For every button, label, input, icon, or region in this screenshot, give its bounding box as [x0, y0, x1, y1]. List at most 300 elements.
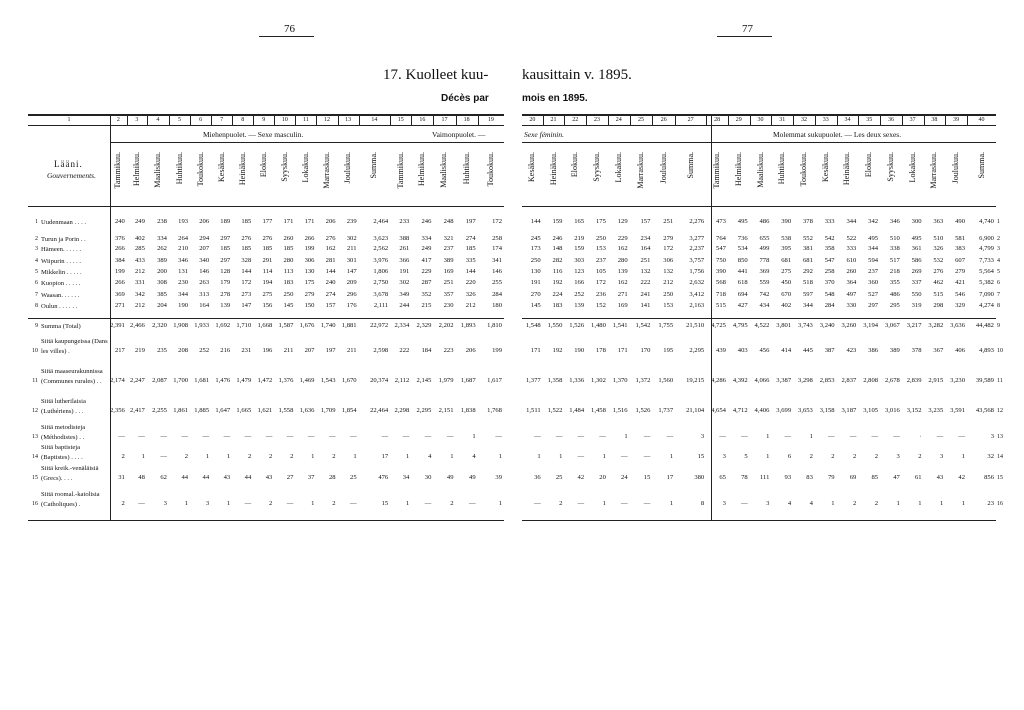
- row-number: 11: [997, 378, 1003, 384]
- table-cell: 211: [346, 347, 357, 354]
- col-number: 22: [572, 117, 579, 123]
- table-cell: 83: [806, 474, 813, 481]
- table-cell: 486: [889, 291, 900, 298]
- table-cell: 1,476: [215, 377, 231, 384]
- table-cell: 116: [552, 268, 563, 275]
- table-cell: 6: [787, 453, 792, 460]
- table-cell: 250: [530, 257, 541, 264]
- table-cell: 319: [911, 302, 922, 309]
- table-cell: 1: [405, 453, 410, 460]
- table-cell: 1: [537, 453, 541, 460]
- table-cell: 139: [220, 302, 231, 309]
- table-cell: 44,482: [975, 322, 994, 329]
- table-cell: —: [849, 433, 857, 440]
- table-cell: 1: [141, 453, 145, 460]
- table-cell: 3,743: [798, 322, 813, 329]
- col-number: 14: [371, 117, 378, 123]
- table-cell: 358: [824, 245, 835, 252]
- month-header: Lokakuu.: [613, 152, 623, 183]
- subtitle-left: Décès par: [441, 93, 489, 104]
- table-cell: 220: [465, 279, 476, 286]
- row-number: 2: [997, 236, 1000, 242]
- table-cell: 249: [421, 245, 432, 252]
- table-cell: 4,286: [711, 377, 726, 384]
- column-divider: [608, 114, 609, 126]
- table-cell: 17: [666, 474, 674, 481]
- month-header: Tammikuu.: [113, 152, 123, 189]
- table-cell: 3,235: [928, 407, 944, 414]
- table-cell: 1: [831, 500, 835, 507]
- table-cell: 48: [138, 474, 145, 481]
- col-number: 23: [594, 117, 601, 123]
- table-cell: 542: [824, 235, 835, 242]
- table-cell: 3,016: [884, 407, 900, 414]
- table-cell: 199: [114, 268, 125, 275]
- table-cell: 139: [574, 302, 585, 309]
- table-cell: —: [223, 433, 231, 440]
- table-cell: 1,550: [547, 322, 563, 329]
- title-left: 17. Kuolleet kuu-: [383, 67, 489, 83]
- table-cell: 296: [346, 291, 357, 298]
- table-cell: 344: [868, 245, 879, 252]
- table-cell: 1,768: [487, 407, 502, 414]
- table-cell: 3: [939, 453, 944, 460]
- table-cell: 346: [889, 218, 900, 225]
- column-divider: [750, 114, 751, 126]
- month-header: Maaliskuu.: [152, 152, 162, 188]
- table-cell: 200: [157, 268, 167, 275]
- stub-header: Lääni.: [54, 159, 83, 169]
- table-cell: 269: [911, 268, 922, 275]
- column-divider: [771, 114, 772, 126]
- col-number: 25: [638, 117, 644, 123]
- table-cell: 342: [134, 291, 145, 298]
- col-number: 15: [397, 117, 404, 123]
- table-cell: 193: [178, 218, 189, 225]
- table-cell: 586: [911, 257, 922, 264]
- table-cell: 1,692: [215, 322, 231, 329]
- table-cell: 2,915: [928, 377, 944, 384]
- table-cell: 294: [199, 235, 210, 242]
- table-cell: 148: [552, 245, 563, 252]
- table-cell: 252: [574, 291, 585, 298]
- table-cell: 2,295: [416, 407, 432, 414]
- table-cell: 2,678: [884, 377, 900, 384]
- table-cell: 439: [716, 347, 726, 354]
- row-number: 11: [32, 378, 38, 384]
- group-header-men: Miehenpuolet. — Sexe masculin.: [203, 130, 304, 139]
- table-cell: 207: [304, 347, 315, 354]
- table-cell: 25: [555, 474, 563, 481]
- table-cell: 3,412: [689, 291, 705, 298]
- group-header-women-cont: Sexe féminin.: [524, 130, 564, 139]
- right-group-rule: [522, 142, 996, 143]
- table-cell: 157: [325, 302, 336, 309]
- table-cell: 1,522: [547, 407, 563, 414]
- table-cell: 274: [325, 291, 336, 298]
- table-cell: 2: [874, 500, 879, 507]
- table-cell: 291: [262, 257, 273, 264]
- table-cell: 3,387: [776, 377, 792, 384]
- table-cell: 5,382: [979, 279, 994, 286]
- table-cell: —: [160, 453, 167, 460]
- table-cell: 4: [472, 453, 476, 460]
- table-cell: —: [643, 453, 651, 460]
- table-cell: 2,391: [110, 322, 125, 329]
- table-cell: 216: [220, 347, 231, 354]
- table-cell: 17: [381, 453, 389, 460]
- table-cell: 170: [640, 347, 651, 354]
- table-cell: 246: [552, 235, 563, 242]
- table-cell: 47: [893, 474, 900, 481]
- table-cell: 31: [118, 474, 125, 481]
- row-number: 1: [35, 219, 38, 225]
- row-label: Wiipurin . . . . .: [41, 258, 82, 265]
- table-cell: 165: [574, 218, 585, 225]
- table-cell: —: [265, 433, 273, 440]
- table-cell: 1,885: [194, 407, 210, 414]
- table-cell: 389: [443, 257, 454, 264]
- table-cell: 850: [737, 257, 748, 264]
- table-cell: 473: [716, 218, 726, 225]
- table-cell: 338: [889, 245, 900, 252]
- table-cell: 2,145: [416, 377, 432, 384]
- table-cell: 229: [421, 268, 432, 275]
- table-cell: 2,087: [152, 377, 167, 384]
- table-cell: 159: [552, 218, 563, 225]
- column-divider: [190, 114, 191, 126]
- table-cell: 522: [846, 235, 857, 242]
- table-cell: 2,237: [689, 245, 705, 252]
- table-cell: 4,740: [979, 218, 994, 225]
- table-cell: 321: [443, 235, 454, 242]
- table-cell: 123: [574, 268, 585, 275]
- row-number: 13: [32, 434, 38, 440]
- table-cell: 515: [933, 291, 944, 298]
- table-cell: 28: [328, 474, 336, 481]
- table-cell: 427: [737, 302, 748, 309]
- table-cell: —: [328, 433, 336, 440]
- month-header: Summa.: [976, 152, 986, 179]
- col-number: 36: [887, 117, 894, 123]
- table-cell: 344: [178, 291, 189, 298]
- month-header: Marraskuu.: [322, 152, 332, 189]
- table-cell: 276: [933, 268, 944, 275]
- table-cell: —: [286, 500, 294, 507]
- table-cell: 383: [955, 245, 965, 252]
- table-cell: 180: [492, 302, 502, 309]
- table-cell: 4,654: [711, 407, 726, 414]
- column-divider: [253, 114, 254, 126]
- column-divider: [127, 114, 128, 126]
- table-cell: 445: [802, 347, 813, 354]
- row-number: 1: [997, 219, 1000, 225]
- table-cell: 2,174: [110, 377, 125, 384]
- table-cell: 3,678: [373, 291, 389, 298]
- month-header: Elokuu.: [864, 152, 874, 178]
- page-number-right-rule: [717, 36, 772, 37]
- column-divider: [338, 114, 339, 126]
- table-cell: 93: [784, 474, 792, 481]
- table-cell: 2: [831, 453, 835, 460]
- row-number: 6: [35, 280, 38, 286]
- table-cell: 39: [495, 474, 502, 481]
- table-cell: 141: [640, 302, 651, 309]
- table-cell: 610: [846, 257, 857, 264]
- table-cell: 191: [530, 279, 541, 286]
- column-divider: [945, 114, 946, 126]
- table-cell: 262: [157, 245, 167, 252]
- table-cell: 177: [262, 218, 273, 225]
- table-cell: 3,067: [884, 322, 900, 329]
- title-right: kausittain v. 1895.: [522, 67, 632, 83]
- table-cell: 378: [802, 218, 813, 225]
- table-cell: 490: [955, 218, 965, 225]
- table-cell: 515: [716, 302, 726, 309]
- row-number: 2: [35, 236, 38, 242]
- table-cell: —: [577, 453, 585, 460]
- table-cell: 548: [824, 291, 835, 298]
- table-cell: 212: [134, 268, 145, 275]
- table-cell: 219: [574, 235, 585, 242]
- table-cell: 1: [602, 453, 606, 460]
- table-cell: 326: [465, 291, 476, 298]
- table-cell: —: [350, 500, 357, 507]
- col-number: 9: [262, 117, 266, 123]
- table-cell: 3: [990, 433, 994, 440]
- table-cell: 1: [624, 433, 628, 440]
- table-cell: 185: [241, 245, 252, 252]
- col-number: 13: [345, 117, 352, 123]
- table-cell: 2: [450, 500, 454, 507]
- table-cell: 159: [574, 245, 585, 252]
- table-cell: 209: [346, 279, 357, 286]
- table-cell: 337: [911, 279, 922, 286]
- col-number: 40: [978, 117, 985, 123]
- column-divider: [837, 114, 838, 126]
- table-cell: 387: [824, 347, 835, 354]
- table-cell: 1,881: [341, 322, 357, 329]
- table-cell: 44: [202, 474, 210, 481]
- table-cell: 245: [530, 235, 541, 242]
- table-cell: 4: [809, 500, 813, 507]
- table-cell: —: [138, 500, 145, 507]
- table-cell: 284: [824, 302, 835, 309]
- right-table-bottom-rule: [522, 520, 996, 521]
- table-cell: 224: [552, 291, 563, 298]
- table-cell: 406: [955, 347, 965, 354]
- month-header: Summa.: [685, 152, 695, 179]
- table-cell: 2,202: [438, 322, 454, 329]
- table-cell: 1: [918, 500, 922, 507]
- table-cell: 37: [307, 474, 315, 481]
- table-cell: 385: [157, 291, 167, 298]
- table-cell: 147: [241, 302, 252, 309]
- table-cell: 417: [421, 257, 432, 264]
- table-cell: 43,568: [975, 407, 994, 414]
- table-cell: 2,112: [394, 377, 410, 384]
- table-cell: 43: [265, 474, 273, 481]
- row-label: Mikkelin . . . . .: [41, 269, 82, 276]
- table-cell: 364: [846, 279, 857, 286]
- row-number: 9: [997, 323, 1000, 329]
- table-cell: 3,105: [863, 407, 879, 414]
- table-cell: 381: [802, 245, 813, 252]
- table-cell: —: [402, 433, 410, 440]
- column-divider: [706, 114, 707, 126]
- table-cell: 174: [492, 245, 502, 252]
- row-number: 10: [32, 348, 38, 354]
- table-cell: 402: [134, 235, 145, 242]
- row-number: 8: [997, 303, 1000, 309]
- table-cell: ·: [919, 433, 922, 440]
- table-cell: —: [424, 500, 432, 507]
- col-number: 29: [735, 117, 742, 123]
- table-cell: 423: [846, 347, 857, 354]
- table-cell: 1: [226, 500, 231, 507]
- table-cell: 212: [134, 302, 145, 309]
- table-cell: 130: [530, 268, 541, 275]
- table-cell: 132: [663, 268, 674, 275]
- table-cell: 550: [911, 291, 922, 298]
- column-divider: [169, 114, 170, 126]
- col-number: 6: [199, 117, 203, 123]
- table-cell: 266: [304, 235, 315, 242]
- table-cell: 199: [492, 347, 502, 354]
- subtitle-right: mois en 1895.: [522, 93, 588, 104]
- table-cell: 251: [640, 257, 651, 264]
- col-number: 30: [757, 117, 764, 123]
- table-cell: 1: [226, 453, 231, 460]
- row-number: 4: [35, 258, 38, 264]
- table-cell: 495: [737, 218, 748, 225]
- table-cell: 295: [889, 302, 900, 309]
- month-header: Lokakuu.: [300, 152, 310, 183]
- table-cell: 264: [178, 235, 189, 242]
- table-cell: 2,632: [689, 279, 705, 286]
- table-cell: —: [643, 500, 651, 507]
- right-table-top-rule: [522, 114, 996, 116]
- col-number: 19: [487, 117, 494, 123]
- table-cell: 206: [465, 347, 476, 354]
- table-cell: —: [599, 433, 606, 440]
- group-header-women: Vaimonpuolet. —: [432, 130, 486, 139]
- table-cell: 718: [716, 291, 726, 298]
- table-cell: 146: [492, 268, 502, 275]
- table-cell: 130: [304, 268, 315, 275]
- col-number: 16: [419, 117, 426, 123]
- table-cell: —: [118, 433, 125, 440]
- table-cell: 518: [802, 279, 813, 286]
- table-cell: 169: [443, 268, 454, 275]
- table-cell: 2: [332, 453, 336, 460]
- table-cell: 287: [421, 279, 432, 286]
- table-cell: 4,522: [754, 322, 770, 329]
- month-header: Elokuu.: [258, 152, 268, 178]
- column-divider: [359, 114, 360, 126]
- table-cell: 255: [492, 279, 502, 286]
- table-cell: 237: [868, 268, 879, 275]
- row-number: 14: [997, 454, 1003, 460]
- table-cell: 43: [936, 474, 944, 481]
- table-cell: 2,163: [689, 302, 705, 309]
- row-number: 3: [997, 246, 1000, 252]
- table-cell: —: [666, 433, 674, 440]
- table-cell: 215: [421, 302, 432, 309]
- table-cell: —: [181, 433, 189, 440]
- table-cell: 778: [759, 257, 770, 264]
- table-cell: 282: [552, 257, 563, 264]
- table-cell: 1: [450, 453, 454, 460]
- table-cell: —: [784, 433, 792, 440]
- table-cell: 229: [617, 235, 628, 242]
- table-cell: 20,374: [370, 377, 389, 384]
- table-cell: 34: [402, 474, 410, 481]
- table-cell: 258: [824, 268, 835, 275]
- table-cell: 166: [574, 279, 585, 286]
- table-cell: 65: [719, 474, 726, 481]
- table-cell: 1,372: [635, 377, 651, 384]
- column-divider: [630, 114, 631, 126]
- table-cell: 534: [737, 245, 748, 252]
- table-cell: 547: [716, 245, 726, 252]
- table-cell: 196: [262, 347, 273, 354]
- table-cell: 292: [802, 268, 813, 275]
- table-cell: 175: [304, 279, 315, 286]
- row-label: Siitä maaseurakunnissa (Communes rurales) . .: [41, 368, 103, 385]
- table-cell: 260: [283, 235, 294, 242]
- table-cell: 190: [574, 347, 585, 354]
- table-cell: 42: [577, 474, 585, 481]
- table-cell: 1,710: [236, 322, 252, 329]
- table-cell: 240: [114, 218, 125, 225]
- table-cell: 1,636: [299, 407, 315, 414]
- table-cell: 1,484: [569, 407, 585, 414]
- col-number: 4: [156, 117, 160, 123]
- table-cell: 280: [617, 257, 628, 264]
- col-number: 26: [660, 117, 667, 123]
- table-cell: 44: [181, 474, 189, 481]
- table-cell: —: [202, 433, 210, 440]
- table-cell: 1,755: [658, 322, 674, 329]
- table-cell: 1,469: [299, 377, 315, 384]
- table-cell: 363: [933, 218, 944, 225]
- table-cell: 2,320: [152, 322, 167, 329]
- month-header: Joulukuu.: [951, 152, 961, 184]
- table-cell: 380: [694, 474, 705, 481]
- table-cell: 281: [325, 257, 336, 264]
- table-cell: 162: [325, 245, 336, 252]
- table-cell: —: [871, 433, 879, 440]
- table-cell: 1: [205, 453, 210, 460]
- table-cell: 114: [262, 268, 273, 275]
- table-cell: 1,560: [658, 377, 674, 384]
- table-cell: 208: [178, 347, 189, 354]
- table-cell: 248: [443, 218, 454, 225]
- table-cell: 172: [663, 245, 674, 252]
- table-cell: 211: [283, 347, 294, 354]
- table-cell: —: [958, 433, 965, 440]
- table-cell: 24: [621, 474, 628, 481]
- table-cell: 69: [849, 474, 857, 481]
- right-header-rule: [522, 206, 996, 207]
- table-cell: 2: [247, 453, 252, 460]
- table-cell: 1: [353, 453, 357, 460]
- table-cell: 2: [809, 453, 813, 460]
- table-cell: 3,152: [906, 407, 922, 414]
- row-label: Siitä baptisteja (Baptistes) . . . .: [41, 444, 83, 461]
- table-cell: 7,733: [979, 257, 994, 264]
